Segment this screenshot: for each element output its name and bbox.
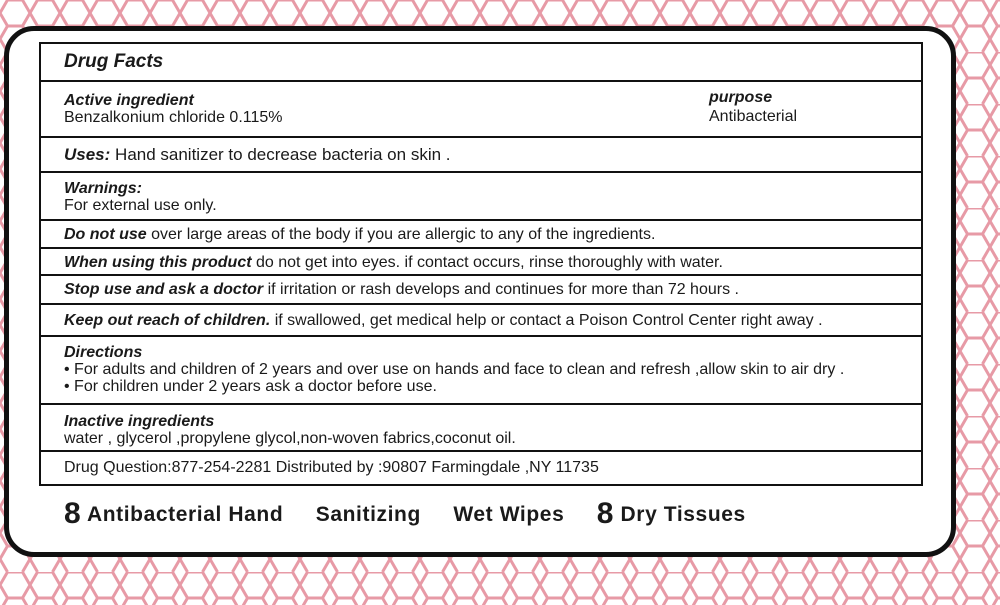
do-not-use-label: Do not use [64,226,147,243]
drug-question-section [41,452,921,484]
uses-label: Uses: [64,145,111,164]
keep-out-label: Keep out reach of children. [64,312,271,329]
wipe-count: 8 [64,497,82,530]
warnings-text: For external use only. [64,197,217,214]
directions-label: Directions [64,344,143,361]
footer-dry-tissues: Dry Tissues [620,503,746,526]
drug-facts-panel [39,42,923,486]
footer-antibacterial-hand: Antibacterial Hand [86,503,284,526]
when-using-label: When using this product [64,254,252,271]
directions-section [41,337,921,405]
purpose-value: Antibacterial [709,108,798,125]
inactive-ingredients-label: Inactive ingredients [64,413,215,430]
active-ingredient-value: Benzalkonium chloride 0.115% [64,109,283,126]
drug-facts-title: Drug Facts [64,51,164,72]
do-not-use-section [41,221,921,249]
product-description-footer [64,497,746,531]
directions-item: • For adults and children of 2 years and over use on hands and face to clean and refresh ,allow skin to air dry . [64,361,845,378]
do-not-use-text: over large areas of the body if you are allergic to any of the ingredients. [146,226,656,243]
keep-out-section [41,305,921,337]
footer-wet-wipes: Wet Wipes [453,503,565,526]
tissue-count: 8 [596,497,615,530]
active-ingredient-section [41,82,921,138]
purpose-label: purpose [709,89,773,106]
directions-item: • For children under 2 years ask a doctor before use. [64,378,437,395]
keep-out-text: if swallowed, get medical help or contact a Poison Control Center right away . [270,312,823,329]
drug-facts-header [41,44,921,82]
drug-question-text: Drug Question:877-254-2281 Distributed by :90807 Farmingdale ,NY 11735 [64,459,599,476]
footer-sanitizing: Sanitizing [315,503,421,526]
stop-use-label: Stop use and ask a doctor [64,281,264,298]
uses-text: Hand sanitizer to decrease bacteria on skin . [110,145,451,164]
inactive-ingredients-text: water , glycerol ,propylene glycol,non-woven fabrics,coconut oil. [64,430,516,447]
stop-use-text: if irritation or rash develops and continues for more than 72 hours . [263,281,739,298]
when-using-text: do not get into eyes. if contact occurs, rinse thoroughly with water. [251,254,723,271]
inactive-ingredients-section [41,405,921,452]
stop-use-section [41,276,921,305]
active-ingredient-label: Active ingredient [64,92,194,109]
drug-label-card [4,26,956,557]
warnings-label: Warnings: [64,180,142,197]
when-using-section [41,249,921,276]
uses-section [41,138,921,173]
warnings-section [41,173,921,221]
